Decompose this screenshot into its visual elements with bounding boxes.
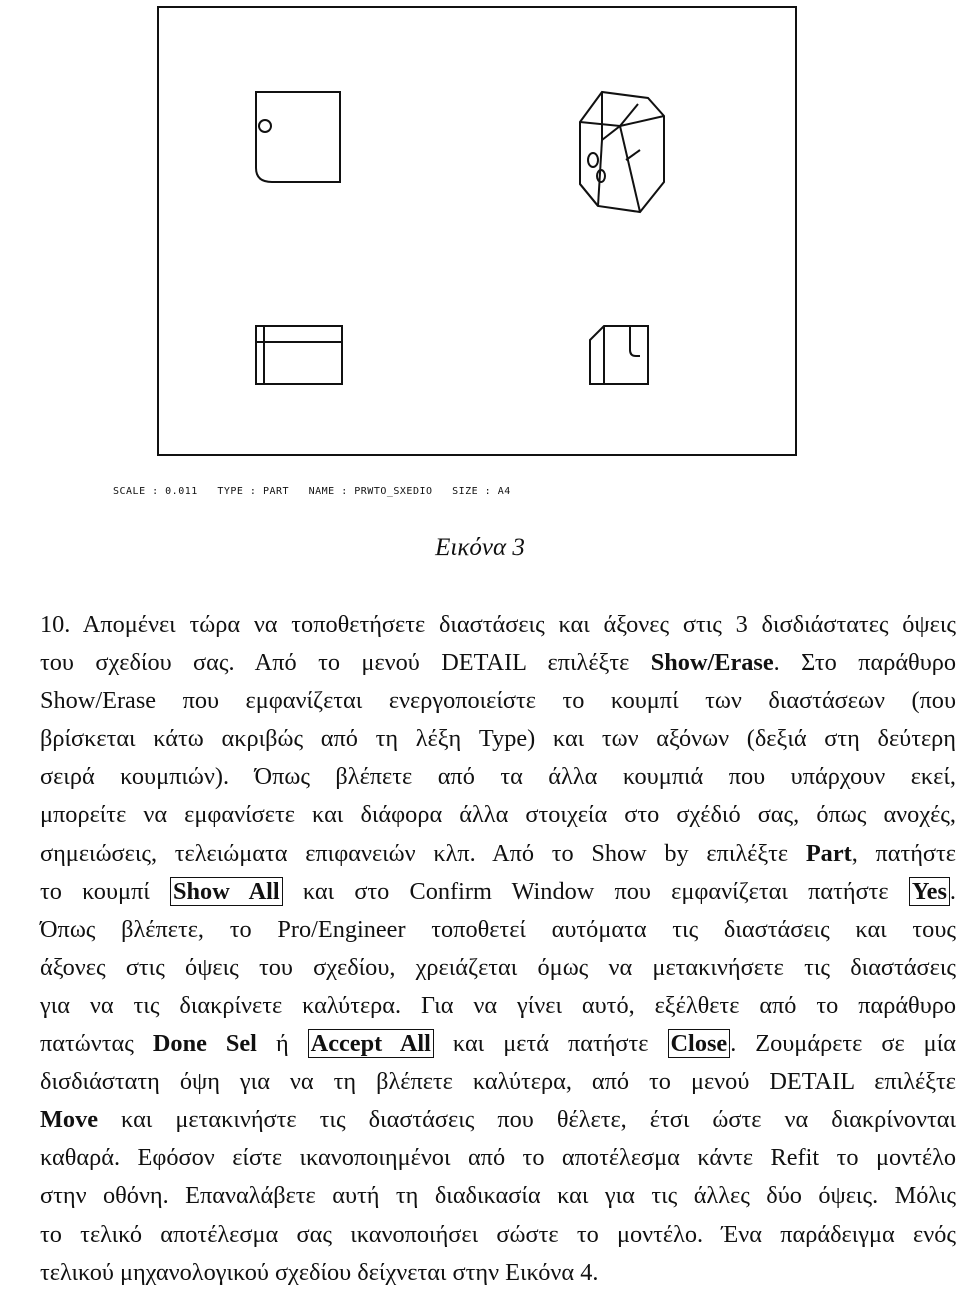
text-run: του σχεδίου σας. Από το μενού DETAIL επιλέξτε xyxy=(40,649,651,677)
text-run: Όπως βλέπετε, το Pro/Engineer τοποθετεί αυτόματα τις διαστάσεις και τους xyxy=(40,915,956,943)
paragraph-line xyxy=(40,1216,956,1254)
paragraph-line xyxy=(40,911,956,949)
paragraph-line xyxy=(40,644,956,682)
paragraph-line xyxy=(40,1139,956,1177)
boxed-button-term: Show All xyxy=(170,877,283,906)
bold-term: Done Sel xyxy=(152,1030,257,1058)
instruction-paragraph xyxy=(40,606,956,1292)
technical-drawing xyxy=(0,0,960,520)
paragraph-line xyxy=(40,1254,956,1292)
paragraph-line xyxy=(40,682,956,720)
paragraph-line xyxy=(40,720,956,758)
paragraph-line xyxy=(40,835,956,873)
text-run: . xyxy=(949,877,956,905)
boxed-button-term: Yes xyxy=(909,877,950,906)
bold-term: Part xyxy=(805,839,852,867)
text-run: δισδιάστατη όψη για να τη βλέπετε καλύτερα, από το μενού DETAIL επιλέξτε xyxy=(40,1068,956,1096)
boxed-button-term: Accept All xyxy=(308,1029,434,1058)
paragraph-line xyxy=(40,1063,956,1101)
front-view xyxy=(256,92,340,182)
paragraph-line xyxy=(40,949,956,987)
paragraph-line xyxy=(40,758,956,796)
paragraph-line xyxy=(40,796,956,834)
isometric-view xyxy=(580,92,664,212)
text-run: το τελικό αποτέλεσμα σας ικανοποιήσει σώστε το μοντέλο. Ένα παράδειγμα ενός xyxy=(40,1220,956,1248)
text-run: , πατήστε xyxy=(851,839,956,867)
text-run: βρίσκεται κάτω ακριβώς από τη λέξη Type) και των αξόνων (δεξιά στη δεύτερη xyxy=(40,725,956,753)
text-run: Show/Erase που εμφανίζεται ενεργοποιείστε το κουμπί των διαστάσεων (που xyxy=(40,687,956,715)
text-run: πατώντας xyxy=(40,1030,153,1058)
side-view xyxy=(590,326,648,384)
text-run: και μετακινήστε τις διαστάσεις που θέλετε, έτσι ώστε να διακρίνονται xyxy=(98,1106,956,1134)
text-run: για να τις διακρίνετε καλύτερα. Για να γίνει αυτό, εξέλθετε από το παράθυρο xyxy=(40,991,956,1019)
text-run: καθαρά. Εφόσον είστε ικανοποιημένοι από το αποτέλεσμα κάντε Refit το μοντέλο xyxy=(40,1144,956,1172)
paragraph-line xyxy=(40,1177,956,1215)
figure-caption: Εικόνα 3 xyxy=(435,534,525,561)
text-run: στην οθόνη. Επαναλάβετε αυτή τη διαδικασία και για τις άλλες δύο όψεις. Μόλις xyxy=(40,1182,956,1210)
text-run: . Στο παράθυρο xyxy=(773,649,956,677)
text-run: σειρά κουμπιών). Όπως βλέπετε από τα άλλα κουμπιά που υπάρχουν εκεί, xyxy=(40,763,956,791)
boxed-button-term: Close xyxy=(668,1029,731,1058)
bold-term: Show/Erase xyxy=(650,649,774,677)
text-run: σημειώσεις, τελειώματα επιφανειών κλπ. Από το Show by επιλέξτε xyxy=(40,839,806,867)
bold-term: Move xyxy=(40,1106,99,1134)
paragraph-line xyxy=(40,1025,956,1063)
text-run: το κουμπί xyxy=(40,877,171,905)
text-run: 10. Απομένει τώρα να τοποθετήσετε διαστάσεις και άξονες στις 3 δισδιάστατες όψεις xyxy=(40,611,956,638)
text-run: τελικού μηχανολογικού σχεδίου δείχνεται στην Εικόνα 4. xyxy=(40,1258,599,1286)
top-view xyxy=(256,326,342,384)
paragraph-line xyxy=(40,1101,956,1139)
text-run: και στο Confirm Window που εμφανίζεται πατήστε xyxy=(282,877,909,905)
text-run: και μετά πατήστε xyxy=(433,1030,668,1058)
paragraph-line xyxy=(40,987,956,1025)
paragraph-line xyxy=(40,873,956,911)
paragraph-line xyxy=(40,606,956,644)
text-run: μπορείτε να εμφανίσετε και διάφορα άλλα στοιχεία στο σχέδιό σας, όπως ανοχές, xyxy=(40,801,956,829)
text-run: άξονες στις όψεις του σχεδίου, χρειάζεται όμως να μετακινήσετε τις διαστάσεις xyxy=(40,953,956,981)
text-run: . Ζουμάρετε σε μία xyxy=(730,1030,956,1058)
drawing-scale-info: SCALE : 0.011 TYPE : PART NAME : PRWTO_SXEDIO SIZE : A4 xyxy=(113,486,511,497)
text-run: ή xyxy=(256,1030,308,1058)
